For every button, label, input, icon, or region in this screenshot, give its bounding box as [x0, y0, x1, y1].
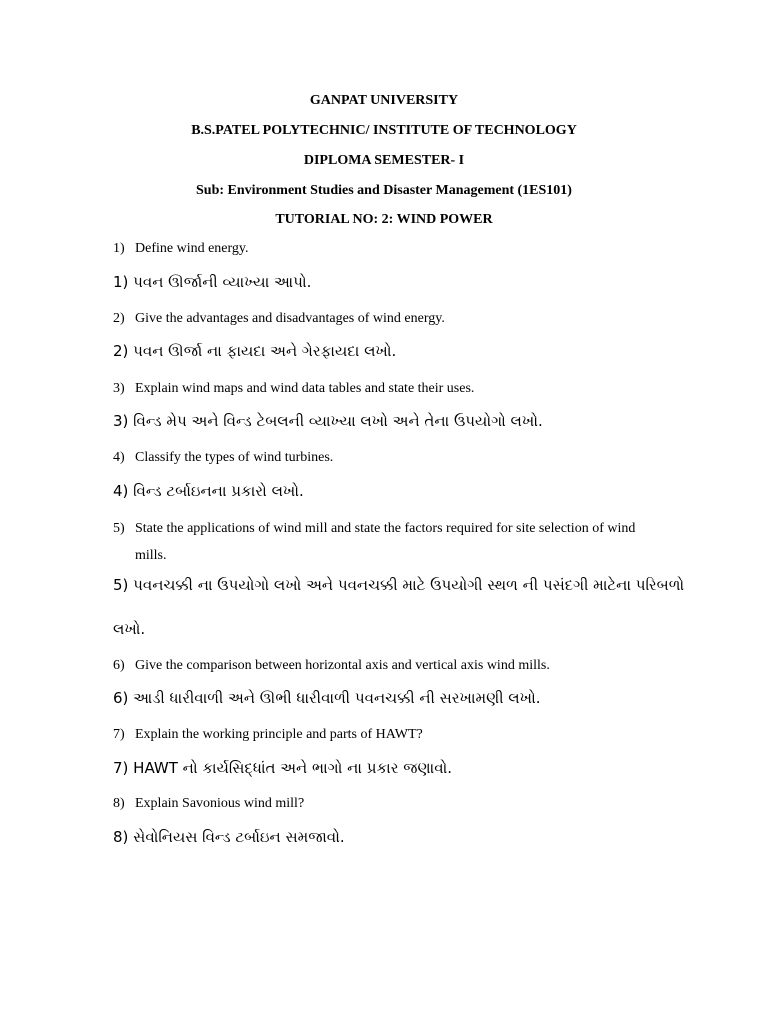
question-5-english — [113, 515, 683, 569]
question-number: 3) — [113, 381, 125, 396]
question-8-english — [113, 795, 304, 813]
question-text: Give the advantages and disadvantages of wind energy. — [135, 311, 445, 326]
question-number: 5) — [113, 521, 125, 536]
question-5-gujarati: 5) પવનચક્કી ના ઉપયોગો લખો અને પવનચક્કી માટે ઉપયોગી સ્થળ ની પસંદગી માટેના પરિબળો — [113, 576, 685, 594]
question-text: Define wind energy. — [135, 241, 249, 256]
semester-title: DIPLOMA SEMESTER- I — [303, 153, 465, 168]
question-1-gujarati: 1) પવન ઊર્જાની વ્યાખ્યા આપો. — [113, 273, 312, 291]
tutorial-title: TUTORIAL NO: 2: WIND POWER — [275, 212, 493, 227]
question-5-gujarati-continued: લખો. — [113, 620, 146, 638]
question-2-gujarati: 2) પવન ઊર્જા ના ફાયદા અને ગેરફાયદા લખો. — [113, 342, 397, 360]
question-4-english — [113, 449, 333, 467]
question-3-english — [113, 380, 474, 398]
question-number: 8) — [113, 796, 125, 811]
question-number: 2) — [113, 311, 125, 326]
question-text-continued: mills. — [135, 548, 167, 563]
question-7-english — [113, 726, 423, 744]
question-number: 4) — [113, 450, 125, 465]
institute-title: B.S.PATEL POLYTECHNIC/ INSTITUTE OF TECHNOLOGY — [191, 123, 577, 138]
subject-title: Sub: Environment Studies and Disaster Management (1ES101) — [196, 183, 572, 198]
question-4-gujarati: 4) વિન્ડ ટર્બાઇનના પ્રકારો લખો. — [113, 482, 304, 500]
question-3-gujarati: 3) વિન્ડ મેપ અને વિન્ડ ટેબલની વ્યાખ્યા લખો અને તેના ઉપયોગો લખો. — [113, 412, 543, 430]
question-6-gujarati: 6) આડી ધારીવાળી અને ઊભી ધારીવાળી પવનચક્કી ની સરખામણી લખો. — [113, 689, 541, 707]
question-text: Explain the working principle and parts of HAWT? — [135, 727, 423, 742]
question-number: 1) — [113, 241, 125, 256]
question-text: Give the comparison between horizontal axis and vertical axis wind mills. — [135, 658, 550, 673]
question-7-gujarati: 7) HAWT નો કાર્યસિદ્ધાંત અને ભાગો ના પ્રકાર જણાવો. — [113, 759, 453, 777]
question-number: 7) — [113, 727, 125, 742]
question-text: Classify the types of wind turbines. — [135, 450, 334, 465]
question-6-english — [113, 657, 550, 675]
question-1-english — [113, 240, 249, 258]
question-8-gujarati: 8) સેવોનિયસ વિન્ડ ટર્બાઇન સમજાવો. — [113, 828, 345, 846]
question-2-english — [113, 310, 445, 328]
question-text: Explain wind maps and wind data tables and state their uses. — [135, 381, 475, 396]
question-text: State the applications of wind mill and state the factors required for site selection of wind — [135, 521, 636, 536]
question-number: 6) — [113, 658, 125, 673]
university-title: GANPAT UNIVERSITY — [309, 93, 459, 108]
question-text: Explain Savonious wind mill? — [135, 796, 305, 811]
